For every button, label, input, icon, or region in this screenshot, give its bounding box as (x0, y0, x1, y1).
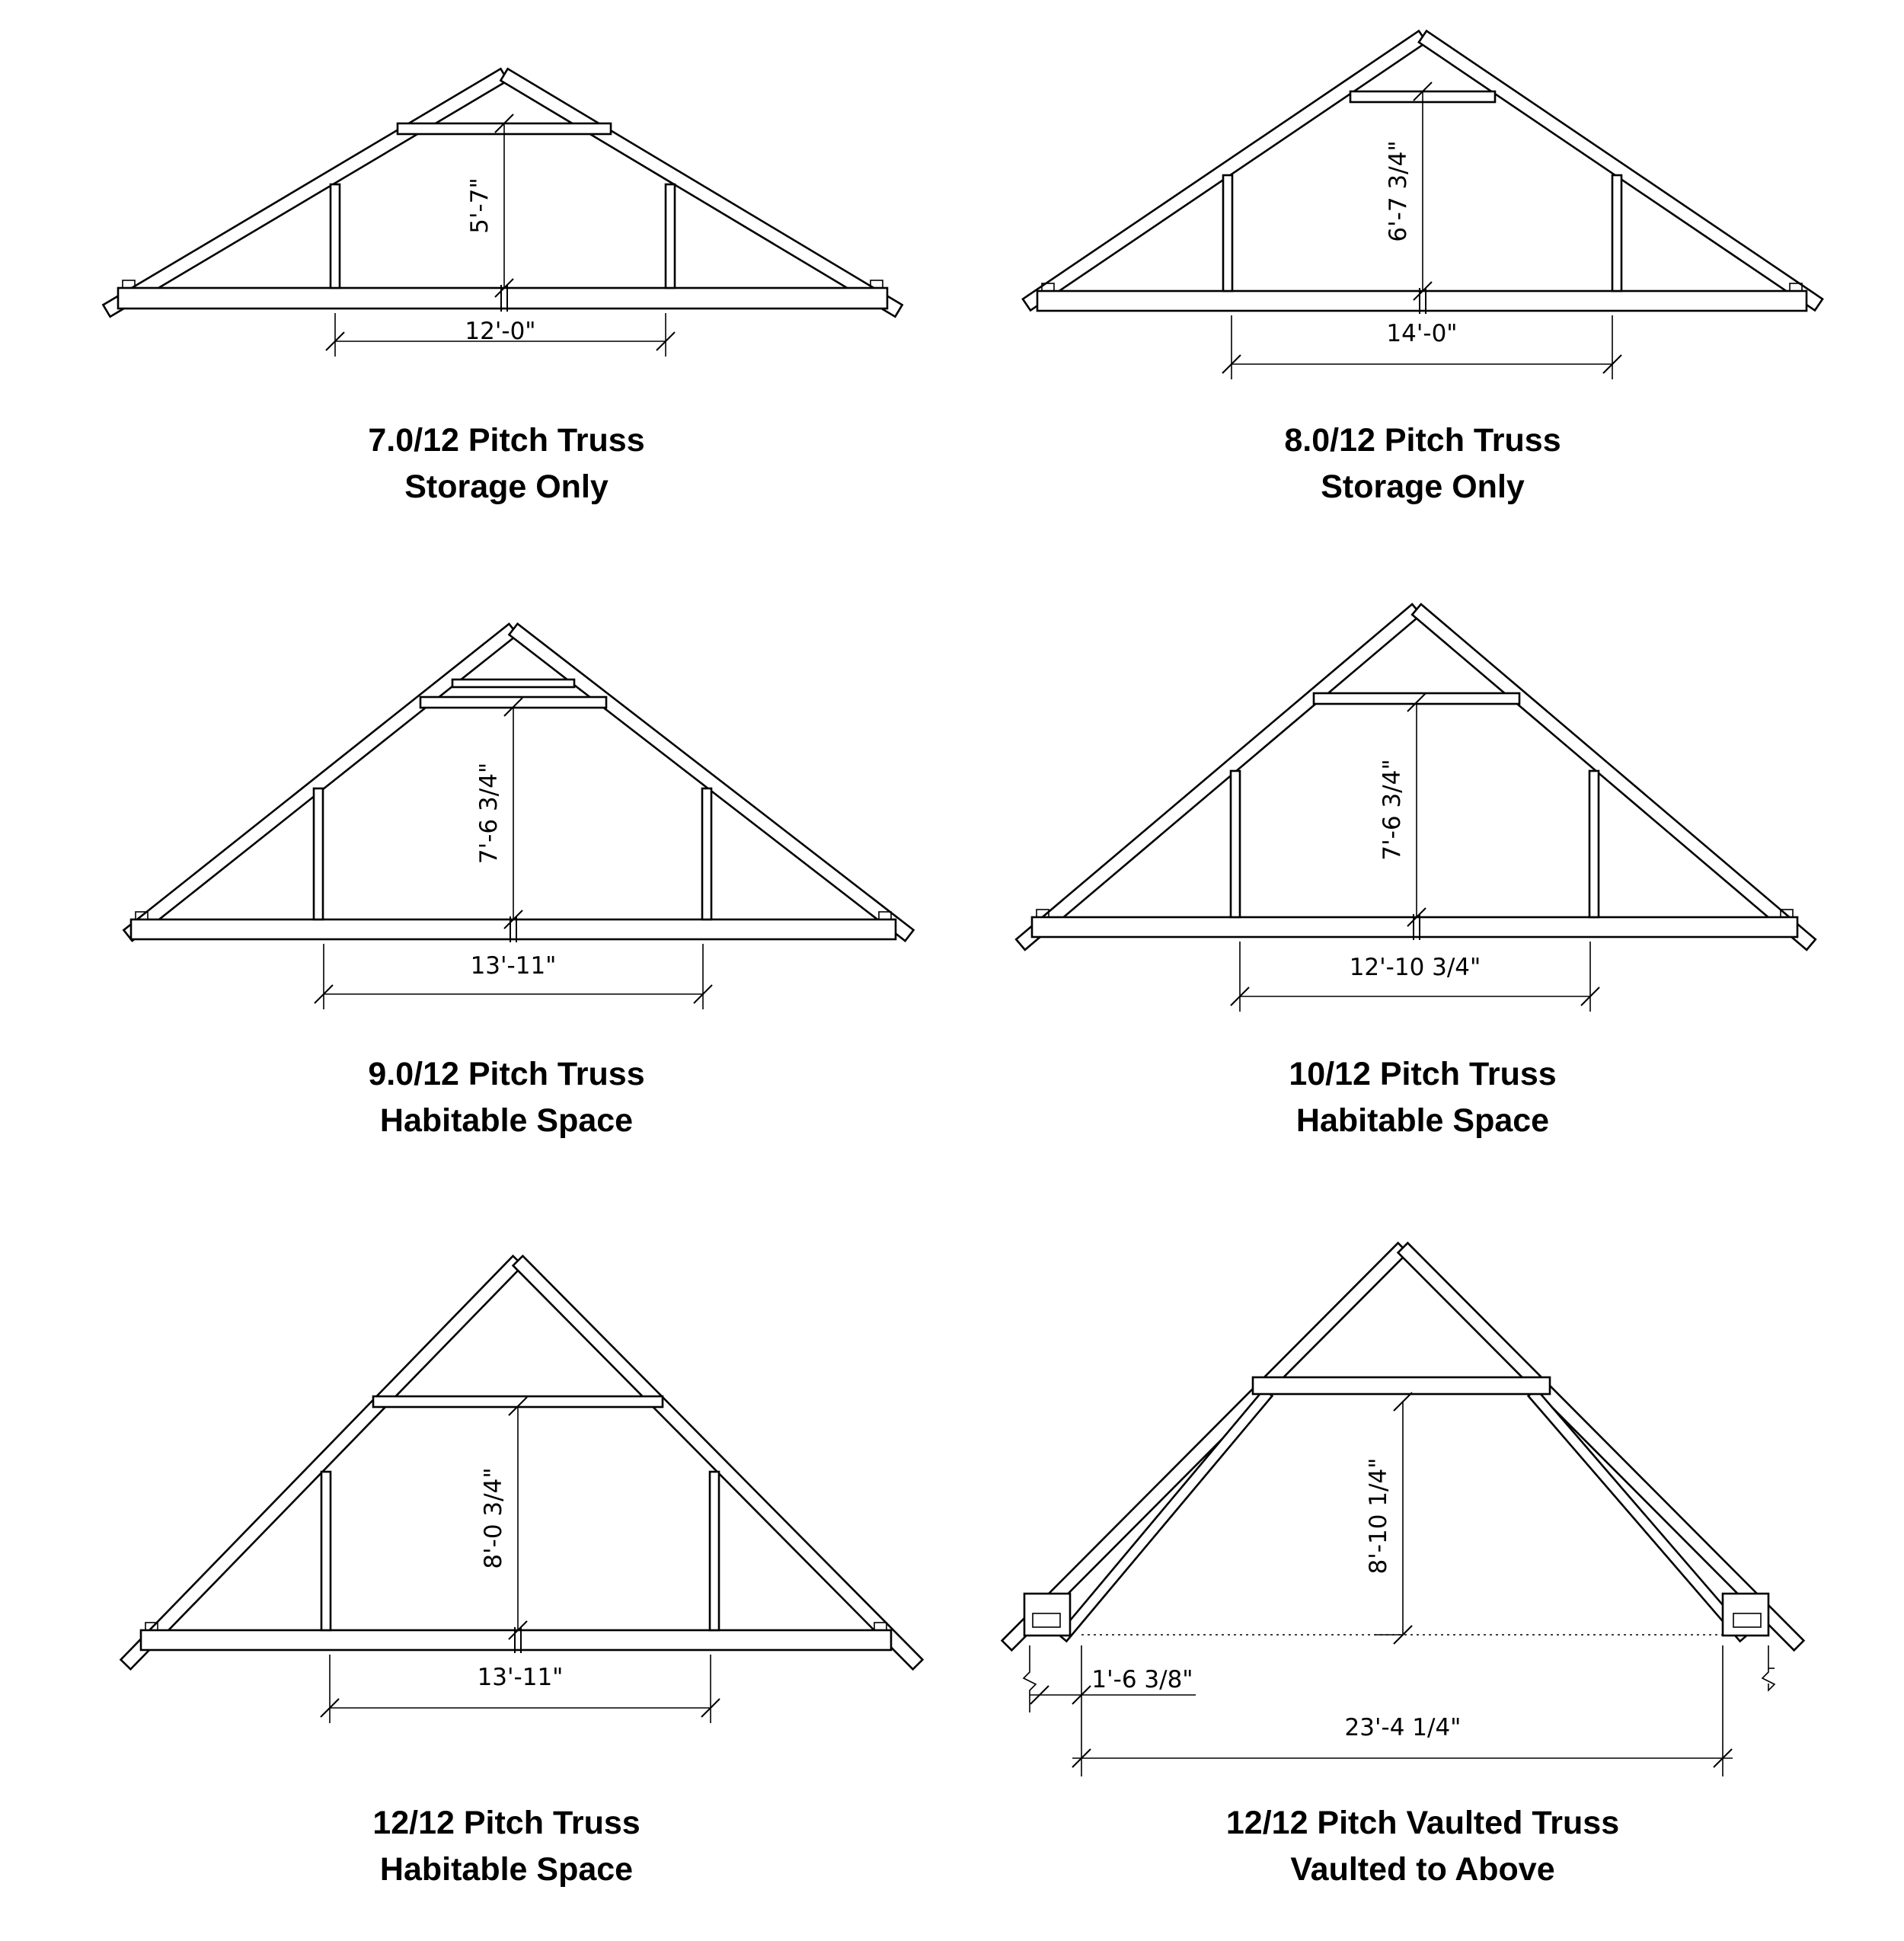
knee-wall-left (331, 184, 340, 288)
height-dimension-label: 8'-0 3/4" (480, 1467, 507, 1569)
bottom-chord (118, 288, 887, 309)
truss-7-12-diagram (103, 69, 902, 357)
truss-12-12-vaulted-diagram (1002, 1243, 1804, 1776)
scissor-chord-left (1059, 1389, 1273, 1642)
knee-wall-left (321, 1472, 331, 1630)
heel-dimension-label: 1'-6 3/8" (1091, 1666, 1193, 1693)
collar-tie (1253, 1377, 1550, 1394)
width-dimension-label: 23'-4 1/4" (1344, 1714, 1462, 1741)
truss-title: 10/12 Pitch Truss (1289, 1056, 1557, 1092)
knee-wall-right (1589, 771, 1599, 917)
truss-9-12-diagram (123, 624, 913, 1009)
top-chord-right (500, 69, 902, 316)
bottom-chord (1037, 291, 1807, 311)
height-dimension-label: 8'-10 1/4" (1365, 1457, 1392, 1575)
height-dimension-label: 7'-6 3/4" (475, 762, 503, 865)
truss-subtitle: Vaulted to Above (1290, 1851, 1555, 1888)
top-chord-left (103, 69, 507, 316)
caption-truss-12-12-vaulted (1004, 1800, 1842, 1893)
caption-truss-8-12 (1004, 417, 1842, 510)
knee-wall-left (1223, 175, 1232, 291)
truss-subtitle: Habitable Space (1295, 1102, 1550, 1139)
truss-10-12-diagram (1016, 604, 1816, 1012)
heel-block-right (1723, 1594, 1768, 1636)
truss-subtitle: Habitable Space (379, 1102, 634, 1139)
knee-wall-right (702, 788, 711, 919)
width-dimension-label: 12'-0" (465, 318, 536, 345)
top-chord-left (1002, 1243, 1408, 1651)
width-dimension-label: 13'-11" (470, 952, 557, 980)
truss-subtitle: Storage Only (1321, 468, 1525, 505)
knee-wall-right (1612, 175, 1621, 291)
heel-block-left (1024, 1594, 1070, 1636)
height-dimension-label: 7'-6 3/4" (1378, 759, 1406, 861)
upper-collar (452, 680, 574, 687)
caption-truss-9-12 (88, 1051, 925, 1144)
truss-subtitle: Storage Only (404, 468, 609, 505)
knee-wall-right (666, 184, 675, 288)
truss-title: 12/12 Pitch Truss (372, 1805, 641, 1841)
width-dimension-label: 13'-11" (477, 1664, 564, 1691)
truss-12-12-diagram (121, 1256, 923, 1723)
knee-wall-left (314, 788, 323, 919)
knee-wall-right (710, 1472, 719, 1630)
caption-truss-7-12 (88, 417, 925, 510)
height-dimension-label: 6'-7 3/4" (1385, 140, 1412, 242)
width-dimension-label: 12'-10 3/4" (1349, 954, 1481, 981)
top-chord-right (1398, 1243, 1804, 1651)
truss-title: 7.0/12 Pitch Truss (368, 422, 645, 459)
caption-truss-12-12 (88, 1800, 925, 1893)
truss-title: 8.0/12 Pitch Truss (1284, 422, 1561, 459)
truss-title: 9.0/12 Pitch Truss (368, 1056, 645, 1092)
top-chord-right (1412, 604, 1816, 950)
truss-title: 12/12 Pitch Vaulted Truss (1225, 1805, 1620, 1841)
top-chord-left (1016, 604, 1421, 950)
caption-truss-10-12 (1004, 1051, 1842, 1144)
bottom-chord (131, 919, 896, 939)
width-dimension-label: 14'-0" (1386, 320, 1458, 347)
wall-break-left (1024, 1645, 1036, 1712)
truss-subtitle: Habitable Space (379, 1851, 634, 1888)
knee-wall-left (1231, 771, 1240, 917)
scissor-chord-right (1529, 1389, 1749, 1641)
height-dimension-label: 5'-7" (466, 177, 494, 234)
truss-8-12-diagram (1023, 31, 1823, 379)
